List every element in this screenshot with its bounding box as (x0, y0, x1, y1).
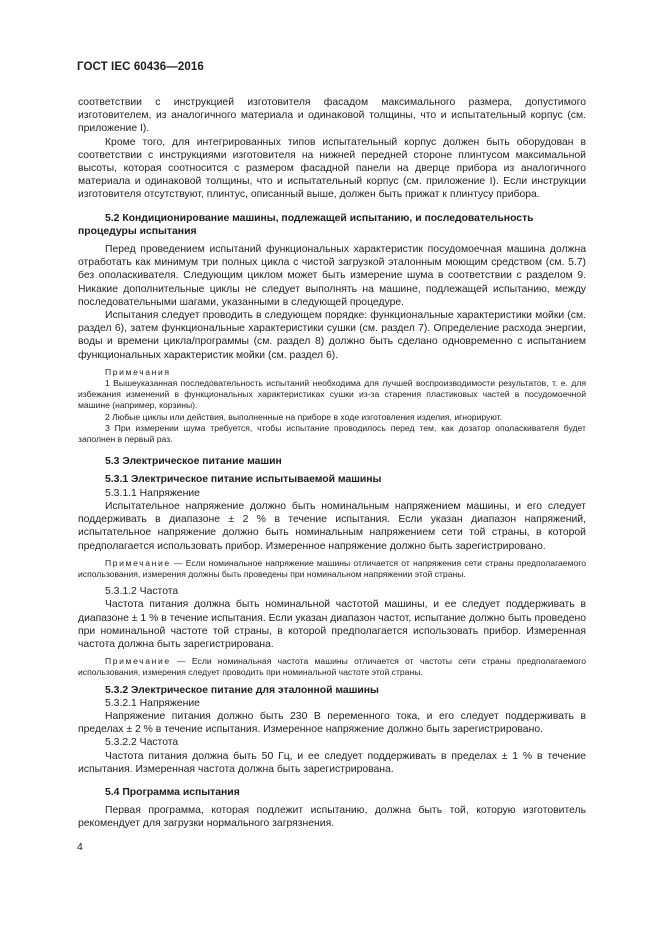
section-heading-5-3-2: 5.3.2 Электрическое питание для эталонной машины (105, 684, 379, 696)
paragraph: Испытания следует проводить в следующем порядке: функциональные характеристики мойки (см. раздел 6), затем функциональные характеристики сушки (см. раздел 7). Определение расхода энергии, воды и времени цикла/программы (см. раздел 8) должно быть сделано одновременно с испытанием функциональных характеристик мойки (см. раздел 6). (78, 310, 586, 361)
subsection-heading-5-3-1-2: 5.3.1.2 Частота (105, 586, 179, 598)
section-heading-5-3: 5.3 Электрическое питание машин (105, 456, 282, 468)
note-item: 3 При измерении шума требуется, чтобы испытание проводилось перед тем, как дозатор ополаскивателя будет заполнен в первый раз. (78, 422, 586, 445)
note-item: 2 Любые циклы или действия, выполненные на приборе в ходе изготовления изделия, игнорируют. (105, 411, 502, 422)
section-heading-5-4: 5.4 Программа испытания (105, 786, 240, 798)
paragraph: Частота питания должна быть номинальной частотой машины, и ее следует поддерживать в диапазоне ± 1 % в течение испытания. Если указан диапазон частот, испытание должно быть проведено при номинальной частоте той страны, в которой предполагается использовать прибор. Измеренная частота должна быть зарегистрирована. (78, 599, 586, 650)
note-item: Примечание — Если номинальное напряжение машины отличается от напряжения сети страны предполагаемого использования, измерения должны быть проведены при номинальном напряжении этой страны. (78, 557, 586, 579)
paragraph: Частота питания должна быть 50 Гц, и ее следует поддерживать в пределах ± 1 % в течение испытания. Измеренная частота должна быть зарегистрирована. (78, 750, 586, 775)
document-body (78, 96, 586, 831)
subsection-heading-5-3-2-2: 5.3.2.2 Частота (105, 737, 179, 749)
paragraph: Напряжение питания должно быть 230 В переменного тока, и его следует поддерживать в пределах ± 2 % в течение испытания. Измеренное напряжение должно быть зарегистрировано. (78, 710, 586, 736)
section-heading-5-3-1: 5.3.1 Электрическое питание испытываемой машины (105, 474, 382, 486)
note-item: 1 Вышеуказанная последовательность испытаний необходима для лучшей воспроизводимости результатов, т. е. для избежания изменений в функциональных характеристиках сушки из-за старения пластиковых частей в посудомоечной машине (например, корзины). (78, 378, 586, 411)
notes-label: Примечания (105, 366, 171, 377)
subsection-heading-5-3-1-1: 5.3.1.1 Напряжение (105, 487, 200, 499)
document-header: ГОСТ IEC 60436—2016 (77, 61, 204, 73)
paragraph: Первая программа, которая подлежит испытанию, должна быть той, которую изготовитель рекомендует для загрузки нормального загрязнения. (78, 805, 586, 830)
paragraph: соответствии с инструкцией изготовителя фасадом максимального размера, допустимого изготовителем, из аналогичного материала и одинаковой толщины, что и испытательный корпус (см. приложение I). (78, 97, 586, 135)
note-item: Примечание — Если номинальная частота машины отличается от частоты сети страны предполагаемого использования, измерения следует проводить при номинальной частоте этой страны. (78, 656, 587, 678)
section-heading-5-2: 5.2 Кондиционирование машины, подлежащей испытанию, и последовательность процедуры испытания (78, 212, 534, 237)
subsection-heading-5-3-2-1: 5.3.2.1 Напряжение (105, 697, 200, 709)
paragraph: Перед проведением испытаний функциональных характеристик посудомоечная машина должна отработать как минимум три полных цикла с чистой загрузкой эталонным моющим средством (см. 5.7) без ополаскивателя. Следующим циклом может быть измерение шума в соответствии с разделом 9. Никакие дополнительные циклы не следует выполнять на машине, подлежащей испытанию, между последовательными шагами, указанными в следующей процедуре. (78, 244, 586, 308)
page-number: 4 (77, 842, 83, 853)
paragraph: Кроме того, для интегрированных типов испытательный корпус должен быть оборудован в соответствии с инструкциями изготовителя на нижней передней стороне плинтусом максимальной высоты, которая соотносится с размером фасадной панели на дверце прибора из аналогичного материала и одинаковой толщины, что и испытательный корпус (см. приложение I). Если инструкции изготовителя отсутствуют, плинтус, описанный выше, должен быть прижат к плинтусу прибора. (78, 136, 586, 201)
paragraph: Испытательное напряжение должно быть номинальным напряжением машины, и его следует поддерживать в диапазоне ± 2 % в течение испытания. Если указан диапазон напряжений, испытательное напряжение должно быть номинальным напряжением сети той страны, в которой предполагается использовать прибор. Измеренное напряжение должно быть зарегистрировано. (78, 500, 586, 552)
